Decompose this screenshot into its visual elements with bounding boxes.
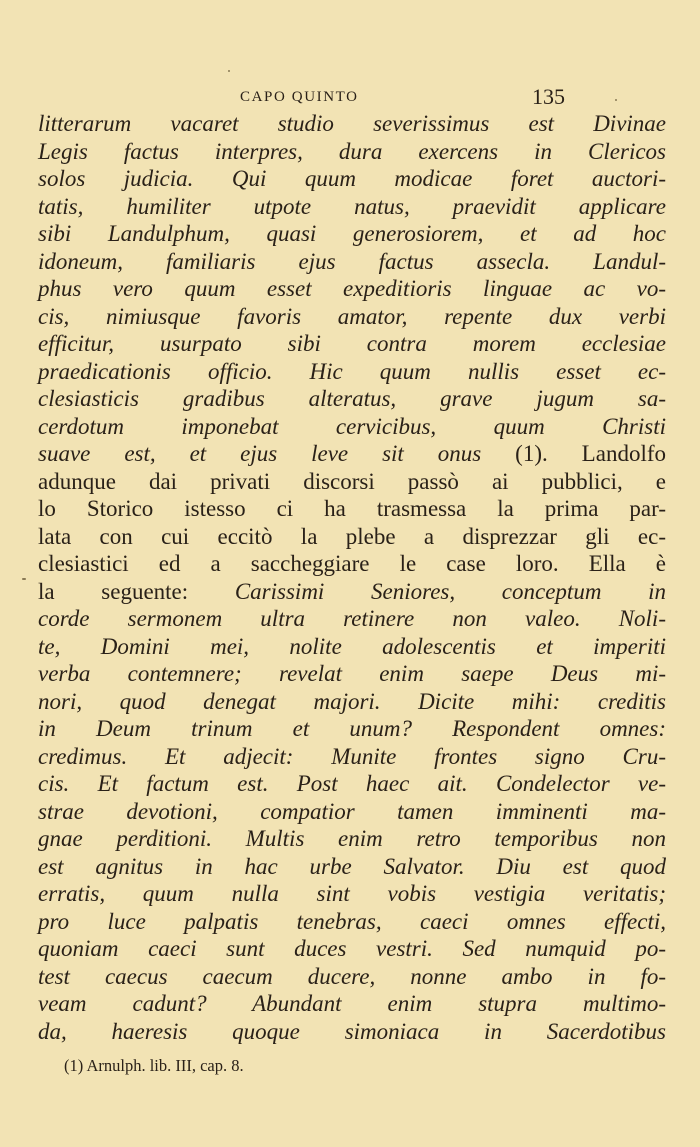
italic-text: cis. Et factum est. Post haec ait. Condelector ve- — [38, 771, 666, 796]
text-line — [38, 1018, 666, 1046]
italic-text: nori, quod denegat majori. Dicite mihi: creditis — [38, 688, 666, 714]
italic-text: suave est, et ejus leve sit onus — [38, 441, 482, 466]
text-line — [38, 193, 666, 221]
body-text — [38, 110, 666, 1045]
speck — [228, 70, 230, 72]
text-line — [38, 468, 666, 496]
text-line — [38, 275, 666, 303]
speck — [22, 578, 26, 580]
italic-text: verba contemnere; revelat enim saepe Deus mi- — [38, 661, 666, 686]
italic-text: strae devotioni, compatior tamen imminenti ma- — [38, 798, 666, 824]
text-line — [38, 165, 666, 193]
italic-text: gnae perditioni. Multis enim retro temporibus non — [38, 826, 666, 851]
running-head: CAPO QUINTO — [240, 89, 359, 105]
text-line — [38, 825, 666, 853]
text-line — [38, 523, 666, 551]
text-line — [38, 110, 666, 138]
text-line — [38, 385, 666, 413]
italic-text: praedicationis officio. Hic quum nullis esset ec- — [38, 358, 666, 384]
text-line — [38, 578, 666, 606]
text-line — [38, 550, 666, 578]
italic-text: pro luce palpatis tenebras, caeci omnes effecti, — [38, 908, 666, 934]
text-line — [38, 660, 666, 688]
text-line — [38, 715, 666, 743]
roman-text: lata con cui eccitò la plebe a disprezzar gli ec- — [38, 523, 666, 549]
italic-text: cerdotum imponebat cervicibus, quum Christi — [38, 413, 666, 439]
page-number: 135 — [532, 84, 565, 109]
italic-text: cis, nimiusque favoris amator, repente dux verbi — [38, 303, 666, 329]
text-line — [38, 605, 666, 633]
italic-text: credimus. Et adjecit: Munite frontes signo Cru- — [38, 743, 666, 769]
text-line — [38, 935, 666, 963]
italic-text: corde sermonem ultra retinere non valeo. Noli- — [38, 606, 666, 631]
italic-text: test caecus caecum ducere, nonne ambo in fo- — [38, 963, 666, 989]
text-line — [38, 248, 666, 276]
text-line — [38, 908, 666, 936]
text-line — [38, 798, 666, 826]
italic-text: efficitur, usurpato sibi contra morem ecclesiae — [38, 331, 666, 356]
text-line — [38, 963, 666, 991]
text-line — [38, 330, 666, 358]
italic-text: phus vero quum esset expeditioris linguae ac vo- — [38, 276, 666, 301]
text-line — [38, 990, 666, 1018]
italic-text: solos judicia. Qui quum modicae foret auctori- — [38, 166, 666, 191]
italic-text: te, Domini mei, nolite adolescentis et imperiti — [38, 633, 666, 659]
text-line — [38, 853, 666, 881]
roman-text: clesiastici ed a saccheggiare le case loro. Ella è — [38, 551, 666, 576]
text-line — [38, 880, 666, 908]
italic-text: Legis factus interpres, dura exercens in Clericos — [38, 138, 666, 164]
italic-text: Carissimi Seniores, conceptum in — [234, 578, 666, 604]
text-line — [38, 688, 666, 716]
italic-text: erratis, quum nulla sint vobis vestigia veritatis; — [38, 881, 666, 906]
roman-text: lo Storico istesso ci ha trasmessa la prima par- — [38, 496, 666, 521]
italic-text: litterarum vacaret studio severissimus est Divinae — [38, 111, 666, 136]
text-line — [38, 633, 666, 661]
text-line — [38, 138, 666, 166]
footnote: (1) Arnulph. lib. III, cap. 8. — [64, 1056, 244, 1075]
italic-text: sibi Landulphum, quasi generosiorem, et ad hoc — [38, 221, 666, 246]
italic-text: clesiasticis gradibus alteratus, grave jugum sa- — [38, 386, 666, 411]
text-line — [38, 220, 666, 248]
text-line — [38, 413, 666, 441]
text-line — [38, 358, 666, 386]
roman-text: adunque dai privati discorsi passò ai pubblici, e — [38, 468, 666, 494]
italic-text: veam cadunt? Abundant enim stupra multimo- — [38, 991, 666, 1016]
roman-text: la seguente: — [38, 578, 235, 604]
text-line — [38, 303, 666, 331]
italic-text: quoniam caeci sunt duces vestri. Sed numquid po- — [38, 936, 666, 961]
italic-text: in Deum trinum et unum? Respondent omnes: — [38, 716, 666, 741]
italic-text: tatis, humiliter utpote natus, praevidit applicare — [38, 193, 666, 219]
text-line — [38, 770, 666, 798]
italic-text: da, haeresis quoque simoniaca in Sacerdotibus — [38, 1018, 666, 1044]
roman-text: (1). Landolfo — [481, 441, 666, 466]
text-line — [38, 743, 666, 771]
italic-text: idoneum, familiaris ejus factus assecla. Landul- — [38, 248, 666, 274]
text-line — [38, 440, 666, 468]
italic-text: est agnitus in hac urbe Salvator. Diu est quod — [38, 853, 666, 879]
text-line — [38, 495, 666, 523]
